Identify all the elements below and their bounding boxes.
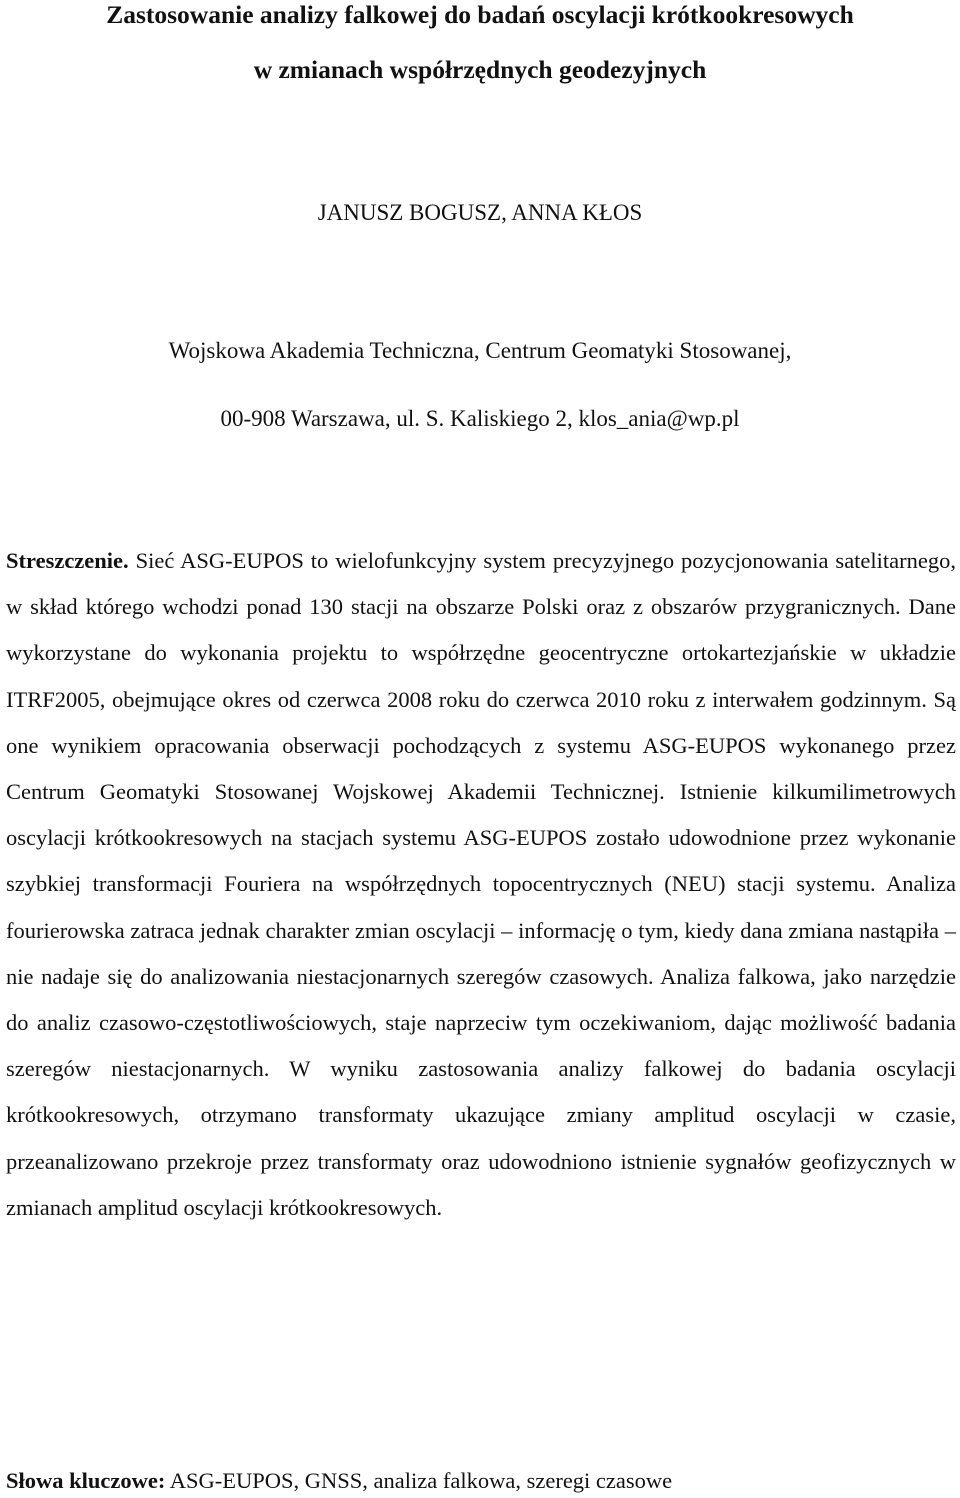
keywords-text: ASG-EUPOS, GNSS, analiza falkowa, szeregi czasowe	[169, 1468, 673, 1493]
keywords	[6, 1466, 956, 1496]
keywords-label: Słowa kluczowe:	[6, 1468, 166, 1493]
abstract-label: Streszczenie.	[6, 548, 129, 573]
paper-title-line-1: Zastosowanie analizy falkowej do badań oscylacji krótkookresowych	[106, 0, 854, 29]
affiliation-line-1: Wojskowa Akademia Techniczna, Centrum Geomatyki Stosowanej,	[168, 338, 792, 363]
paper-title-line-2: w zmianach współrzędnych geodezyjnych	[253, 55, 707, 84]
authors: JANUSZ BOGUSZ, ANNA KŁOS	[317, 200, 643, 225]
abstract	[6, 538, 956, 1231]
affiliation-line-2: 00-908 Warszawa, ul. S. Kaliskiego 2, klos_ania@wp.pl	[220, 406, 740, 431]
abstract-text: Sieć ASG-EUPOS to wielofunkcyjny system precyzyjnego pozycjonowania satelitarnego, w skład którego wchodzi ponad 130 stacji na obszarze Polski oraz z obszarów przygranicznych. Dane wykorzystane do wykonania projektu to współrzędne geocentryczne ortokartezjańskie w układzie ITRF2005, obejmujące okres od czerwca 2008 roku do czerwca 2010 roku z interwałem godzinnym. Są one wynikiem opracowania obserwacji pochodzących z systemu ASG-EUPOS wykonanego przez Centrum Geomatyki Stosowanej Wojskowej Akademii Technicznej. Istnienie kilkumilimetrowych oscylacji krótkookresowych na stacjach systemu ASG-EUPOS zostało udowodnione przez wykonanie szybkiej transformacji Fouriera na współrzędnych topocentrycznych (NEU) stacji systemu. Analiza fourierowska zatraca jednak charakter zmian oscylacji – informację o tym, kiedy dana zmiana nastąpiła – nie nadaje się do analizowania niestacjonarnych szeregów czasowych. Analiza falkowa, jako narzędzie do analiz czasowo-częstotliwościowych, staje naprzeciw tym oczekiwaniom, dając możliwość badania szeregów niestacjonarnych. W wyniku zastosowania analizy falkowej do badania oscylacji krótkookresowych, otrzymano transformaty ukazujące zmiany amplitud oscylacji w czasie, przeanalizowano przekroje przez transformaty oraz udowodniono istnienie sygnałów geofizycznych w zmianach amplitud oscylacji krótkookresowych.	[6, 548, 957, 1220]
